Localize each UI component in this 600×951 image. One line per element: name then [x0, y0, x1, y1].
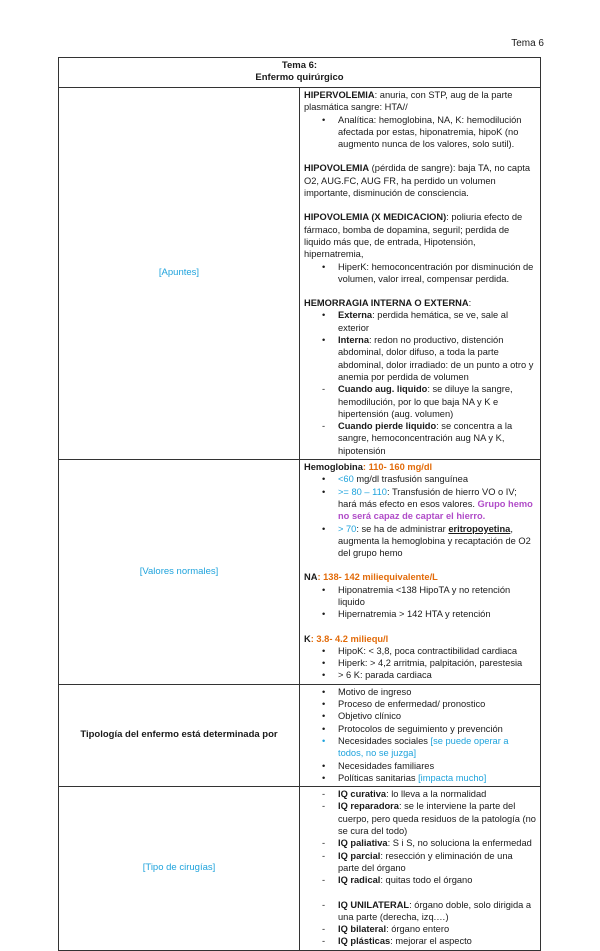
- list-item: [304, 114, 536, 151]
- na-list: [304, 584, 536, 621]
- notes-table: [58, 57, 541, 951]
- hb-value: > 70: [338, 523, 357, 534]
- list-item: [304, 420, 536, 457]
- hemoglobina-term: Hemoglobina: [304, 462, 363, 473]
- na-item: Hipernatremia > 142 HTA y retención: [338, 609, 491, 620]
- iq-text: : se le interviene la parte del cuerpo, pero queda residuos de la patología (no se cura del todo): [338, 801, 536, 837]
- spacer: [304, 285, 536, 297]
- k-range: : 3.8- 4.2 miliequ/l: [310, 633, 389, 644]
- hipovolemia-para: [304, 162, 536, 199]
- hipovolemia-text: (pérdida de sangre): baja TA, no capta O2, AUG.FC, AUG FR, ha perdido un volumen importante, disminución de consciencia.: [304, 163, 530, 199]
- bullet-marker: •: [322, 261, 326, 272]
- hb-text: , augmenta la hemoglobina y recaptación de O2 del grupo hemo: [338, 523, 531, 559]
- dash-marker: -: [322, 875, 326, 886]
- na-item: Hiponatremia <138 HipoTA y no retención liquido: [338, 584, 511, 607]
- list-item: [304, 686, 536, 698]
- k-item: Hiperk: > 4,2 arritmia, palpitación, parestesia: [338, 658, 523, 669]
- iq-text: : órgano doble, solo dirigida a una parte (derecha, izq.…): [338, 899, 532, 922]
- hemorragia-heading: [304, 297, 536, 309]
- list-item: [304, 334, 536, 383]
- iq-term: IQ paliativa: [338, 838, 388, 849]
- hemorragia-list: [304, 309, 536, 457]
- apuntes-row: [59, 88, 541, 460]
- dash-marker: -: [322, 850, 326, 861]
- valores-row: [59, 460, 541, 685]
- bullet-marker: •: [322, 711, 326, 722]
- item-text: : redon no productivo, distención abdominal, dolor difuso, a toda la parte abdominal, dolor irradiado: de un punto a otro y anemia por perdida de volumen: [338, 335, 534, 382]
- tipologia-note: [impacta mucho]: [418, 772, 487, 783]
- iq-term: IQ curativa: [338, 789, 387, 800]
- item-term: Cuando aug. liquido: [338, 384, 428, 395]
- k-heading: [304, 633, 536, 645]
- bullet-marker: •: [322, 523, 326, 534]
- bullet-marker: •: [322, 760, 326, 771]
- apuntes-label: [Apuntes]: [59, 88, 300, 460]
- list-marker: •: [322, 335, 326, 346]
- list-item: [304, 772, 536, 784]
- hipervolemia-term: HIPERVOLEMIA: [304, 90, 375, 100]
- list-item: [304, 698, 536, 710]
- hipovolemia-med-text: : poliuria efecto de fármaco, bomba de dopamina, seguril; perdida de liquido más que, de entrada, Hipotensión, hipernatremia,: [304, 212, 523, 260]
- valores-content: [300, 460, 541, 685]
- item-term: Interna: [338, 335, 369, 346]
- tipologia-item: Motivo de ingreso: [338, 686, 412, 697]
- cirugias-label: [Tipo de cirugías]: [59, 787, 300, 951]
- list-item: [304, 788, 536, 800]
- cirugias-list-1: [304, 788, 536, 886]
- iq-text: : quitas todo el órgano: [380, 875, 473, 886]
- list-item: [304, 309, 536, 334]
- bullet-marker: •: [322, 723, 326, 734]
- list-item: [304, 710, 536, 722]
- eritropoyetina-term: eritropoyetina: [448, 523, 511, 534]
- hipervolemia-para: [304, 89, 536, 114]
- item-text: : se concentra a la sangre, hemoconcentración aug NA y K, hipotensión: [338, 421, 513, 456]
- hemoglobina-heading: [304, 461, 536, 473]
- hiperk-text: HiperK: hemoconcentración por disminución de volumen, valor irreal, compensar perdida.: [338, 261, 534, 284]
- list-item: [304, 261, 536, 286]
- analitica-text: : hemoglobina, NA, K: hemodilución afectada por estas, hiponatremia, hipoK (no augmento nunca de los valores, solo sutil).: [338, 114, 522, 150]
- dash-marker: -: [322, 838, 326, 849]
- iq-term: IQ bilateral: [338, 924, 387, 935]
- dash-marker: -: [322, 899, 326, 910]
- bullet-marker: •: [322, 474, 326, 485]
- spacer: [304, 150, 536, 162]
- apuntes-content: [300, 88, 541, 460]
- list-item: [304, 486, 536, 523]
- cirugias-content: [300, 787, 541, 951]
- bullet-marker: •: [322, 658, 326, 669]
- hipervolemia-text: : anuria, con STP, aug de la parte plasmática sangre: HTA//: [304, 90, 513, 113]
- k-item: > 6 K: parada cardiaca: [338, 670, 432, 681]
- list-marker: •: [322, 310, 326, 321]
- tipologia-item: Proceso de enfermedad/ pronostico: [338, 699, 486, 710]
- valores-label: [Valores normales]: [59, 460, 300, 685]
- iq-text: : mejorar el aspecto: [390, 936, 472, 947]
- bullet-marker: •: [322, 114, 326, 125]
- title-row: [59, 58, 541, 88]
- bullet-marker: •: [322, 486, 326, 497]
- list-marker: -: [322, 384, 326, 395]
- analitica-term: Analítica: [338, 114, 374, 125]
- k-list: [304, 645, 536, 682]
- bullet-marker: •: [322, 609, 326, 620]
- list-item: [304, 800, 536, 837]
- bullet-marker: •: [322, 584, 326, 595]
- tipologia-item: Necesidades familiares: [338, 760, 435, 771]
- list-item: [304, 760, 536, 772]
- list-item: [304, 874, 536, 886]
- hemoglobina-list: [304, 473, 536, 559]
- page-header-label: Tema 6: [511, 38, 544, 49]
- hemoglobina-range: : 110- 160 mg/dl: [362, 462, 433, 473]
- cirugias-list-2: [304, 899, 536, 948]
- hemorragia-colon: :: [468, 298, 472, 309]
- hb-value: >= 80 – 110: [338, 486, 387, 497]
- title-line-1: Tema 6:: [281, 60, 318, 71]
- title-cell: [59, 58, 541, 88]
- dash-marker: -: [322, 924, 326, 935]
- list-item: [304, 935, 536, 947]
- list-item: [304, 608, 536, 620]
- hipervolemia-list: [304, 114, 536, 151]
- tipologia-content: [300, 684, 541, 786]
- list-item: [304, 735, 536, 760]
- na-term: NA: [304, 572, 318, 583]
- iq-text: : S i S, no soluciona la enfermedad: [387, 838, 532, 849]
- tipologia-item: Objetivo clínico: [338, 711, 402, 722]
- bullet-marker: •: [322, 772, 326, 783]
- na-range: : 138- 142 miliequivalente/L: [317, 572, 438, 583]
- list-marker: -: [322, 421, 326, 432]
- hb-text: : se ha de administrar: [356, 523, 449, 534]
- iq-term: IQ radical: [338, 875, 381, 886]
- hipovolemia-med-para: [304, 211, 536, 260]
- hipovolemia-med-list: [304, 261, 536, 286]
- hipovolemia-med-term: HIPOVOLEMIA (X MEDICACION): [304, 212, 447, 223]
- item-text: : se diluye la sangre, hemodilución, por lo que baja NA y K e hipertensión (aug. volumen): [338, 384, 513, 419]
- list-item: [304, 657, 536, 669]
- list-item: [304, 523, 536, 560]
- tipologia-item: Políticas sanitarias: [338, 772, 419, 783]
- hb-text: mg/dl trasfusión sanguínea: [353, 474, 468, 485]
- dash-marker: -: [322, 936, 326, 947]
- hb-note: Grupo hemo no será capaz de captar el hierro.: [338, 498, 533, 522]
- dash-marker: -: [322, 801, 326, 812]
- hemorragia-term: HEMORRAGIA INTERNA O EXTERNA: [304, 298, 469, 309]
- tipologia-label: Tipología del enfermo está determinada por: [59, 684, 300, 786]
- iq-term: IQ UNILATERAL: [338, 899, 410, 910]
- list-item: [304, 645, 536, 657]
- list-item: [304, 723, 536, 735]
- tipologia-list: [304, 686, 536, 784]
- cirugias-row: [59, 787, 541, 951]
- spacer: [304, 887, 536, 899]
- spacer: [304, 199, 536, 211]
- k-item: HipoK: < 3,8, poca contractibilidad cardiaca: [338, 645, 518, 656]
- bullet-marker: •: [322, 645, 326, 656]
- dash-marker: -: [322, 789, 326, 800]
- iq-text: : lo lleva a la normalidad: [386, 789, 487, 800]
- bullet-marker: •: [322, 735, 326, 746]
- bullet-marker: •: [322, 686, 326, 697]
- hb-text: : Transfusión de hierro VO o IV; hará más efecto en esos valores.: [338, 486, 517, 509]
- list-item: [304, 850, 536, 875]
- spacer: [304, 621, 536, 633]
- title-line-2: Enfermo quirúrgico: [255, 72, 344, 83]
- iq-term: IQ parcial: [338, 850, 381, 861]
- iq-term: IQ plásticas: [338, 936, 391, 947]
- list-item: [304, 899, 536, 924]
- hipovolemia-term: HIPOVOLEMIA: [304, 163, 370, 174]
- list-item: [304, 923, 536, 935]
- list-item: [304, 383, 536, 420]
- k-term: K: [304, 633, 311, 644]
- tipologia-item: Protocolos de seguimiento y prevención: [338, 723, 503, 734]
- spacer: [304, 559, 536, 571]
- iq-term: IQ reparadora: [338, 801, 399, 812]
- list-item: [304, 473, 536, 485]
- list-item: [304, 584, 536, 609]
- item-term: Cuando pierde liquido: [338, 421, 437, 432]
- tipologia-item: Necesidades sociales: [338, 735, 431, 746]
- item-term: Externa: [338, 310, 373, 321]
- bullet-marker: •: [322, 699, 326, 710]
- hb-value: <60: [338, 474, 354, 485]
- item-text: : perdida hemática, se ve, sale al exterior: [338, 310, 509, 333]
- iq-text: : órgano entero: [386, 924, 450, 935]
- na-heading: [304, 571, 536, 583]
- list-item: [304, 669, 536, 681]
- iq-text: : resección y eliminación de una parte del órgano: [338, 850, 513, 873]
- tipologia-note: [se puede operar a todos, no se juzga]: [338, 735, 509, 759]
- tipologia-row: [59, 684, 541, 786]
- bullet-marker: •: [322, 670, 326, 681]
